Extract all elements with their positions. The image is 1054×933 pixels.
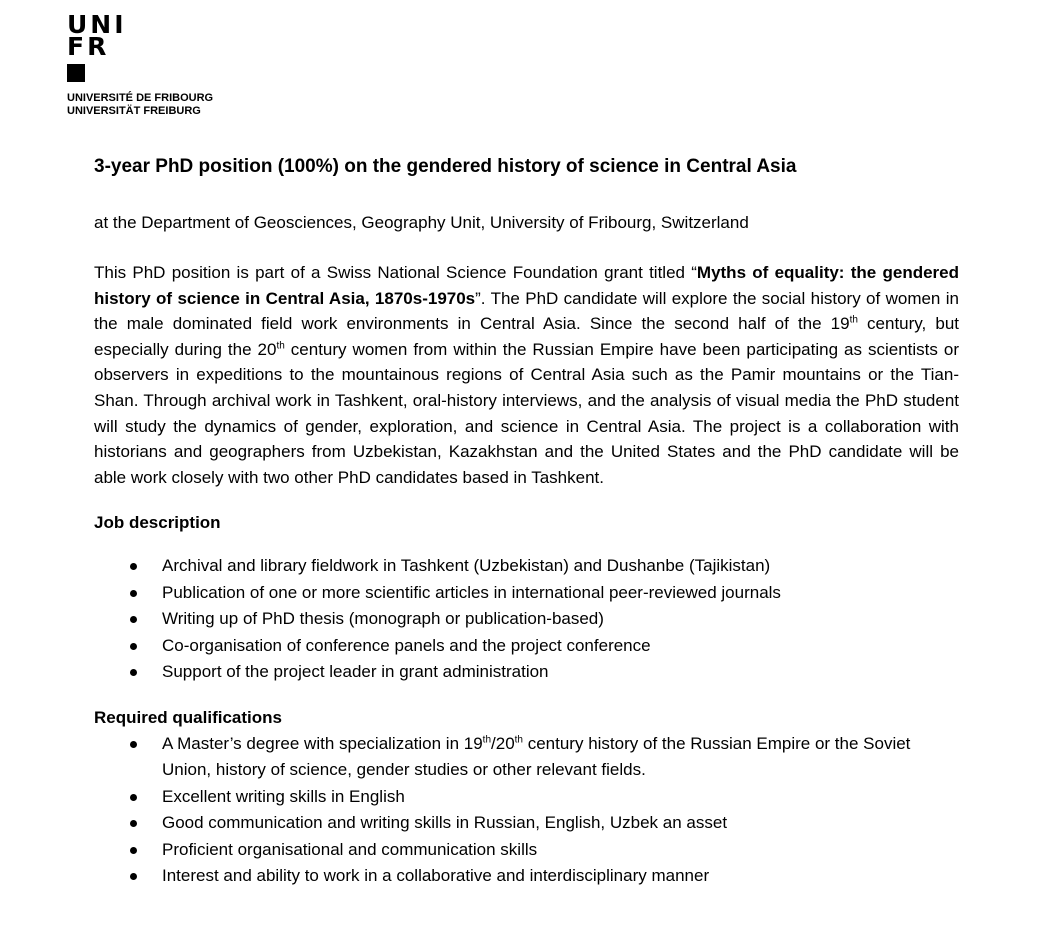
logo-name-french: UNIVERSITÉ DE FRIBOURG — [67, 92, 214, 104]
list-item — [94, 731, 959, 784]
list-item: Good communication and writing skills in Russian, English, Uzbek an asset — [94, 810, 959, 837]
list-item: Support of the project leader in grant administration — [94, 659, 959, 686]
intro-paragraph — [94, 260, 959, 490]
required-qualifications-list — [94, 731, 959, 890]
list-item: Publication of one or more scientific articles in international peer-reviewed journals — [94, 580, 959, 607]
intro-text-3: century, but especially during the 20 — [94, 314, 959, 359]
document-body — [94, 150, 959, 890]
qualification-superscript-2: th — [514, 734, 523, 746]
qualification-superscript-1: th — [482, 734, 492, 746]
page-title: 3-year PhD position (100%) on the gendered history of science in Central Asia — [94, 156, 797, 177]
intro-superscript-1: th — [849, 314, 858, 326]
intro-superscript-2: th — [276, 340, 285, 352]
list-item: Proficient organisational and communication skills — [94, 837, 959, 864]
qualification-text-1: A Master’s degree with specialization in 19 — [162, 733, 483, 753]
intro-text-4: century women from within the Russian Empire have been participating as scientists or observers in expeditions to the mountainous regions of Central Asia such as the Pamir mountains or the Tian-Shan. Through archival work in Tashkent, oral-history interviews, and the analysis of visual media the PhD student will study the dynamics of gender, exploration, and science in Central Asia. The project is a collaboration with historians and geographers from Uzbekistan, Kazakhstan and the United States and the PhD candidate will be able work closely with two other PhD candidates based in Tashkent. — [94, 339, 960, 487]
grant-title: Myths of equality: the gendered history of science in Central Asia, 1870s-1970s — [94, 263, 959, 308]
list-item: Writing up of PhD thesis (monograph or publication-based) — [94, 606, 959, 633]
logo-text-line-1: UNI — [67, 10, 127, 39]
list-item: Interest and ability to work in a collaborative and interdisciplinary manner — [94, 863, 959, 890]
intro-text-2: ”. The PhD candidate will explore the social history of women in the male dominated field work environments in Central Asia. Since the second half of the 19 — [94, 288, 959, 334]
intro-text-1: This PhD position is part of a Swiss National Science Foundation grant titled “ — [94, 263, 697, 282]
logo-text-line-2: FR — [67, 32, 110, 61]
qualification-text-3: century history of the Russian Empire or the Soviet Union, history of science, gender studies or other relevant fields. — [162, 733, 911, 780]
job-description-list — [94, 553, 959, 686]
logo-name-german: UNIVERSITÄT FREIBURG — [67, 105, 201, 117]
job-description-heading: Job description — [94, 513, 221, 533]
required-qualifications-heading: Required qualifications — [94, 707, 282, 727]
logo-square-icon — [67, 64, 85, 82]
list-item: Co-organisation of conference panels and the project conference — [94, 633, 959, 660]
qualification-text-2: /20 — [491, 733, 515, 753]
list-item: Archival and library fieldwork in Tashkent (Uzbekistan) and Dushanbe (Tajikistan) — [94, 553, 959, 580]
department-subtitle: at the Department of Geosciences, Geography Unit, University of Fribourg, Switzerland — [94, 213, 749, 232]
university-logo — [67, 10, 214, 118]
list-item: Excellent writing skills in English — [94, 784, 959, 811]
